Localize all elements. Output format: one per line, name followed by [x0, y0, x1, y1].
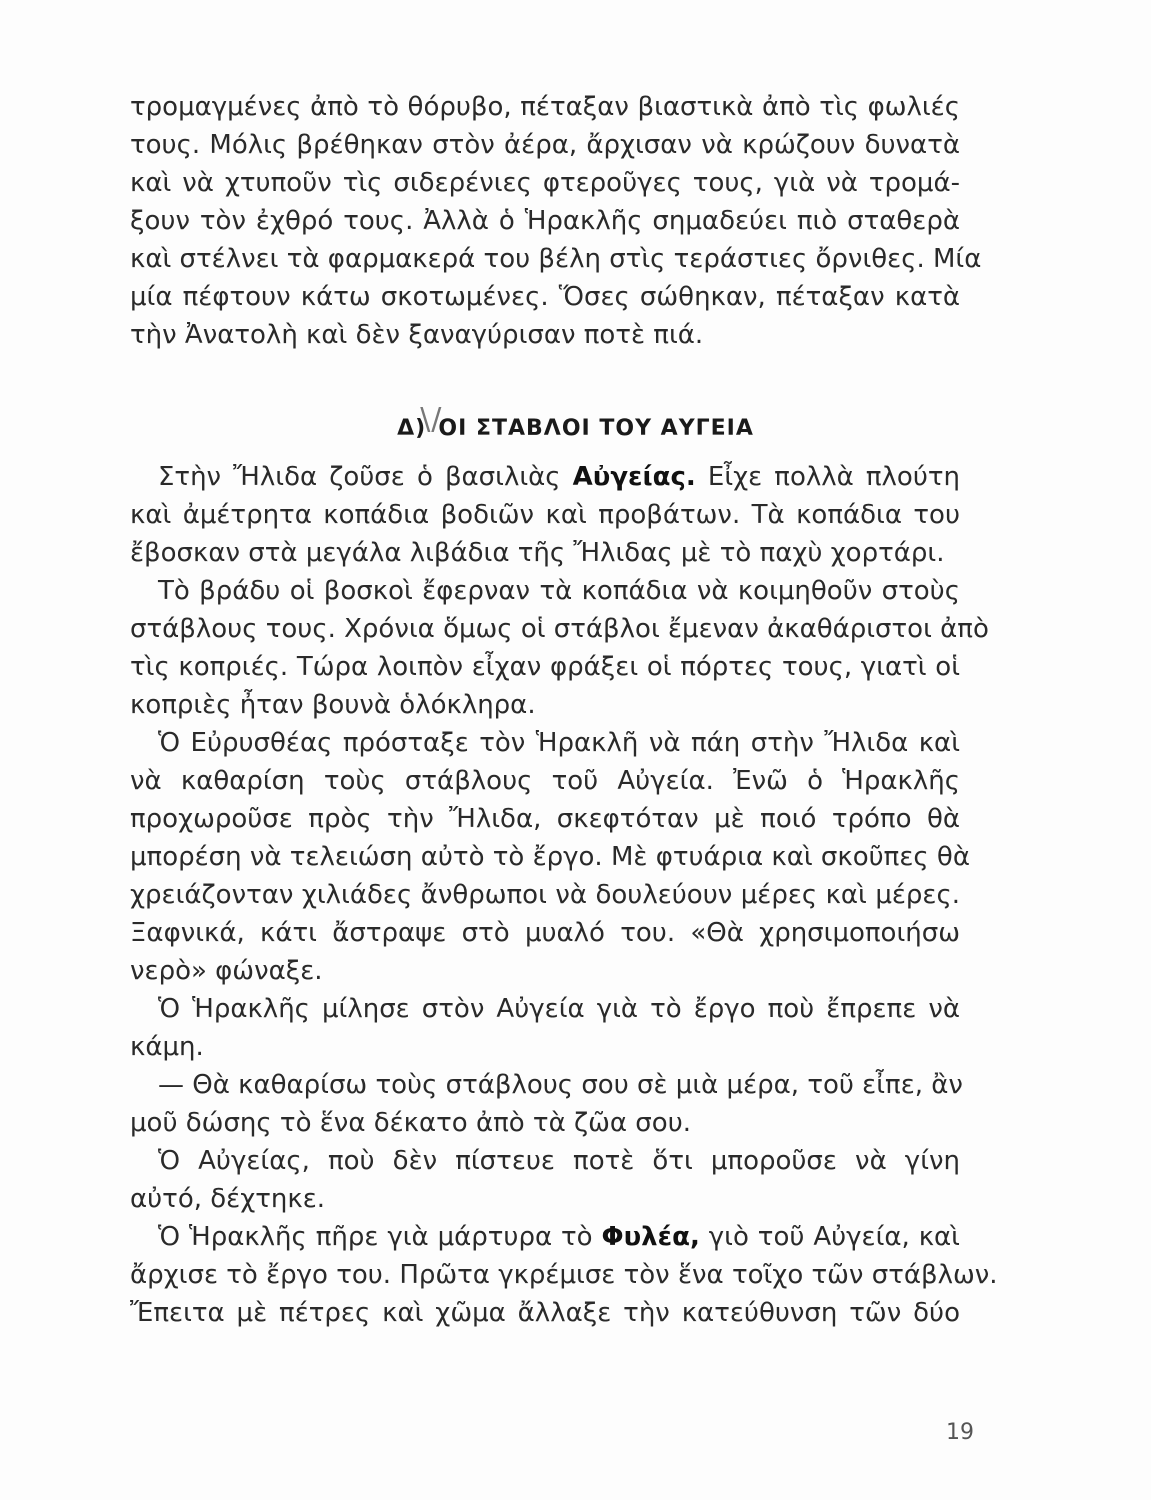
text-span: γιὸ τοῦ Αὐγεία, καὶ — [699, 1222, 960, 1252]
name-bold: Αὐγείας. — [572, 462, 696, 492]
text-span: Εἶχε πολλὰ πλούτη — [695, 462, 960, 492]
text-line: Ὁ Εὐρυσθέας πρόσταξε τὸν Ἡρακλῆ νὰ πάη στὴν Ἤλιδα καὶ — [158, 728, 960, 758]
text-line: καὶ νὰ χτυποῦν τὶς σιδερένιες φτεροῦγες τους, γιὰ νὰ τρομά- — [130, 168, 960, 198]
text-line: Ὁ Αὐγείας, ποὺ δὲν πίστευε ποτὲ ὅτι μποροῦσε νὰ γίνη — [158, 1146, 960, 1176]
text-line — [130, 458, 960, 496]
body-text — [130, 458, 998, 1332]
text-line: Ἔπειτα μὲ πέτρες καὶ χῶμα ἄλλαξε τὴν κατεύθυνση τῶν δύο — [130, 1298, 960, 1328]
text-line: κοπριὲς ἦταν βουνὰ ὁλόκληρα. — [130, 690, 536, 720]
text-line: — Θὰ καθαρίσω τοὺς στάβλους σου σὲ μιὰ μέρα, τοῦ εἶπε, ἂν — [158, 1070, 963, 1100]
paragraph-top — [130, 88, 982, 354]
text-line: τους. Μόλις βρέθηκαν στὸν ἀέρα, ἄρχισαν νὰ κρώζουν δυνατὰ — [130, 130, 960, 160]
text-line: Ξαφνικά, κάτι ἄστραψε στὸ μυαλό του. «Θὰ χρησιμοποιήσω — [130, 918, 960, 948]
section-heading — [0, 402, 1151, 443]
text-line: τρομαγμένες ἀπὸ τὸ θόρυβο, πέταξαν βιαστικὰ ἀπὸ τὶς φωλιές — [130, 92, 960, 122]
text-line: μπορέση νὰ τελειώση αὐτὸ τὸ ἔργο. Μὲ φτυάρια καὶ σκοῦπες θὰ — [130, 842, 970, 872]
heading-title: ΟΙ ΣΤΑΒΛΟΙ ΤΟΥ ΑΥΓΕΙΑ — [438, 416, 754, 441]
text-line: καὶ στέλνει τὰ φαρμακερά του βέλη στὶς τεράστιες ὄρνιθες. Μία — [130, 244, 982, 274]
text-span: Ὁ Ἡρακλῆς πῆρε γιὰ μάρτυρα τὸ — [158, 1222, 602, 1252]
text-line: ξουν τὸν ἐχθρό τους. Ἀλλὰ ὁ Ἡρακλῆς σημαδεύει πιὸ σταθερὰ — [130, 206, 960, 236]
text-line: προχωροῦσε πρὸς τὴν Ἤλιδα, σκεφτόταν μὲ ποιό τρόπο θὰ — [130, 804, 960, 834]
text-line: μία πέφτουν κάτω σκοτωμένες. Ὅσες σώθηκαν, πέταξαν κατὰ — [130, 282, 960, 312]
page-number: 19 — [946, 1420, 974, 1445]
text-span: Στὴν Ἤλιδα ζοῦσε ὁ βασιλιὰς — [158, 462, 573, 492]
text-line: Ὁ Ἡρακλῆς μίλησε στὸν Αὐγεία γιὰ τὸ ἔργο ποὺ ἔπρεπε νὰ — [158, 994, 960, 1024]
text-line: χρειάζονταν χιλιάδες ἄνθρωποι νὰ δουλεύουν μέρες καὶ μέρες. — [130, 880, 960, 910]
text-line: στάβλους τους. Χρόνια ὅμως οἱ στάβλοι ἔμεναν ἀκαθάριστοι ἀπὸ — [130, 614, 989, 644]
check-mark: \/ — [420, 402, 443, 437]
text-line: τὴν Ἀνατολὴ καὶ δὲν ξαναγύρισαν ποτὲ πιά. — [130, 320, 704, 350]
text-line — [130, 1218, 960, 1256]
text-line: ἄρχισε τὸ ἔργο του. Πρῶτα γκρέμισε τὸν ἕνα τοῖχο τῶν στάβλων. — [130, 1260, 998, 1290]
text-line: καὶ ἀμέτρητα κοπάδια βοδιῶν καὶ προβάτων. Τὰ κοπάδια του — [130, 500, 960, 530]
text-line: μοῦ δώσης τὸ ἕνα δέκατο ἀπὸ τὰ ζῶα σου. — [130, 1108, 692, 1138]
text-line: αὐτό, δέχτηκε. — [130, 1184, 326, 1214]
text-line: τὶς κοπριές. Τώρα λοιπὸν εἶχαν φράξει οἱ πόρτες τους, γιατὶ οἱ — [130, 652, 960, 682]
name-bold: Φυλέα, — [601, 1222, 700, 1252]
text-line: ἔβοσκαν στὰ μεγάλα λιβάδια τῆς Ἤλιδας μὲ τὸ παχὺ χορτάρι. — [130, 538, 945, 568]
text-line: Τὸ βράδυ οἱ βοσκοὶ ἔφερναν τὰ κοπάδια νὰ κοιμηθοῦν στοὺς — [158, 576, 960, 606]
text-line: νερὸ» φώναξε. — [130, 956, 323, 986]
text-line: νὰ καθαρίση τοὺς στάβλους τοῦ Αὐγεία. Ἐνῶ ὁ Ἡρακλῆς — [130, 766, 960, 796]
heading-prefix: Δ) — [397, 416, 427, 441]
text-line: κάμη. — [130, 1032, 204, 1062]
